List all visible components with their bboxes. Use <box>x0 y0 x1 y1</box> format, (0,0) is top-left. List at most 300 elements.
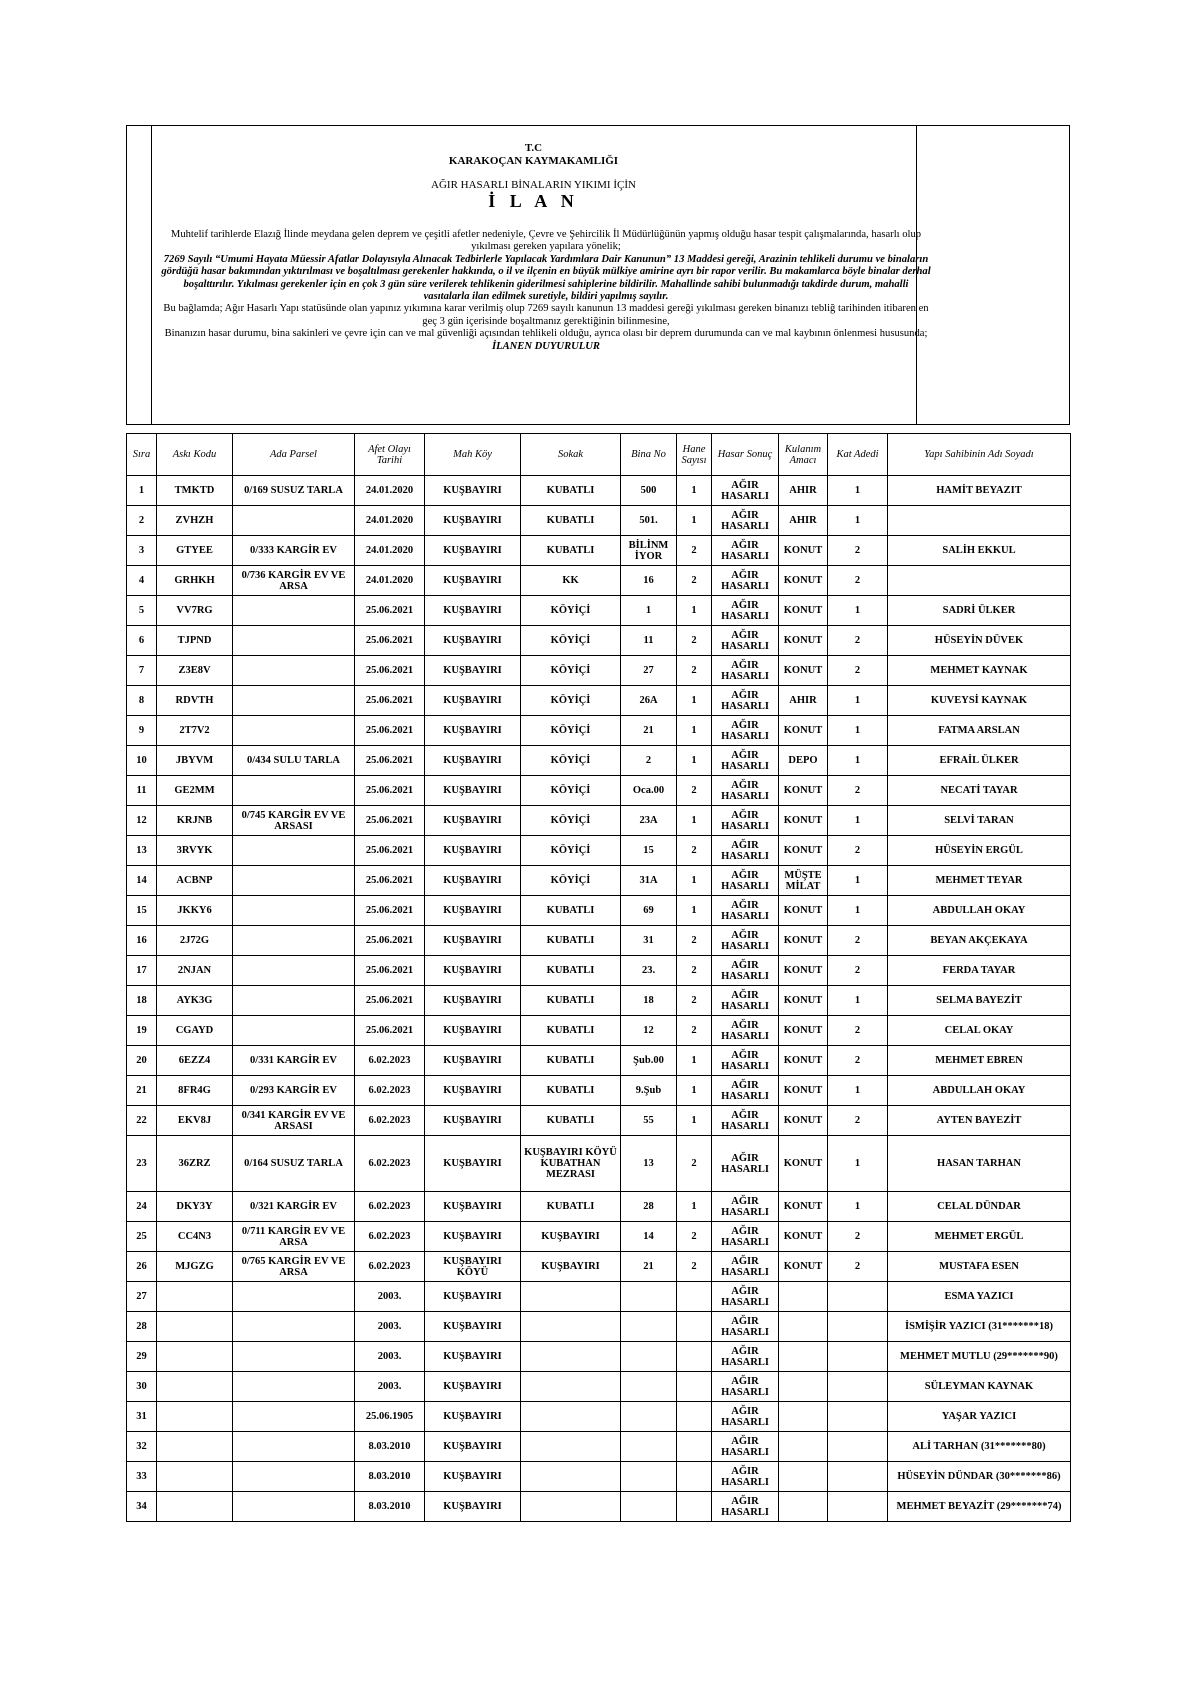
cell-hane-sayisi: 1 <box>677 806 712 836</box>
cell-mah-koy: KUŞBAYIRI <box>425 836 521 866</box>
cell-sokak: KUBATLI <box>521 476 621 506</box>
cell-kullanim-amaci: KONUT <box>779 776 828 806</box>
cell-kat-adedi: 2 <box>828 836 888 866</box>
cell-sira: 8 <box>127 686 157 716</box>
cell-mah-koy: KUŞBAYIRI KÖYÜ <box>425 1252 521 1282</box>
cell-ada-parsel: 0/745 KARGİR EV VE ARSASI <box>233 806 355 836</box>
cell-sira: 23 <box>127 1136 157 1192</box>
cell-hane-sayisi: 2 <box>677 566 712 596</box>
cell-hane-sayisi: 1 <box>677 476 712 506</box>
cell-hane-sayisi: 2 <box>677 926 712 956</box>
cell-kat-adedi: 2 <box>828 536 888 566</box>
cell-sokak: KUŞBAYIRI <box>521 1222 621 1252</box>
cell-kat-adedi <box>828 1432 888 1462</box>
cell-bina-no: 28 <box>621 1192 677 1222</box>
cell-bina-no: 500 <box>621 476 677 506</box>
cell-bina-no: 501. <box>621 506 677 536</box>
cell-sokak: KÖYİÇİ <box>521 776 621 806</box>
cell-hane-sayisi: 1 <box>677 896 712 926</box>
cell-afet-tarihi: 2003. <box>355 1282 425 1312</box>
cell-hane-sayisi: 1 <box>677 506 712 536</box>
cell-hasar-sonuc: AĞIR HASARLI <box>712 1342 779 1372</box>
cell-sira: 2 <box>127 506 157 536</box>
cell-afet-tarihi: 25.06.2021 <box>355 956 425 986</box>
body-paragraph-2: 7269 Sayılı “Umumi Hayata Müessir Afatlar Dolayısıyla Alınacak Tedbirlerle Yapılacak Yardımlara Dair Kanunun” 13 Maddesi gereği, Arazinin tehlikeli durumu ve binaların gördüğü hasar bakımından yıktırılması ve boşaltılması gerekenler hakkında, o il ve ilçenin en büyük mülkiye amirine ayrı bir rapor verilir. Bu makamlarca böyle binalar derhal boşalttırılır. Yıkılması gerekenler için en çok 3 gün süre verilerek tehlikenin giderilmesi sahiplerine bildirilir. Mahallinde sahibi bulunmadığı takdirde durum, mahalli vasıtalarla ilan edilmek suretiyle, bildiri yapılmış sayılır. <box>161 253 931 303</box>
cell-ada-parsel <box>233 626 355 656</box>
cell-sokak: KUBATLI <box>521 1106 621 1136</box>
cell-afet-tarihi: 25.06.2021 <box>355 836 425 866</box>
cell-kullanim-amaci: KONUT <box>779 806 828 836</box>
cell-afet-tarihi: 25.06.2021 <box>355 926 425 956</box>
cell-sokak <box>521 1462 621 1492</box>
cell-yapi-sahibi: BEYAN AKÇEKAYA <box>888 926 1071 956</box>
cell-aski-kodu: GRHKH <box>157 566 233 596</box>
cell-ada-parsel: 0/711 KARGİR EV VE ARSA <box>233 1222 355 1252</box>
cell-sira: 16 <box>127 926 157 956</box>
cell-kullanim-amaci: KONUT <box>779 656 828 686</box>
cell-ada-parsel <box>233 866 355 896</box>
cell-sira: 31 <box>127 1402 157 1432</box>
cell-kullanim-amaci: DEPO <box>779 746 828 776</box>
cell-sira: 14 <box>127 866 157 896</box>
cell-kullanim-amaci <box>779 1342 828 1372</box>
cell-yapi-sahibi: NECATİ TAYAR <box>888 776 1071 806</box>
col-sira: Sıra <box>127 434 157 476</box>
cell-sira: 25 <box>127 1222 157 1252</box>
cell-afet-tarihi: 25.06.1905 <box>355 1402 425 1432</box>
cell-aski-kodu: VV7RG <box>157 596 233 626</box>
cell-bina-no <box>621 1282 677 1312</box>
cell-sokak: KÖYİÇİ <box>521 716 621 746</box>
cell-ada-parsel: 0/736 KARGİR EV VE ARSA <box>233 566 355 596</box>
cell-hasar-sonuc: AĞIR HASARLI <box>712 1076 779 1106</box>
cell-kat-adedi: 1 <box>828 1076 888 1106</box>
table-row <box>127 1312 1071 1342</box>
cell-hane-sayisi: 2 <box>677 656 712 686</box>
table-row <box>127 506 1071 536</box>
cell-sira: 6 <box>127 626 157 656</box>
table-row <box>127 926 1071 956</box>
cell-kullanim-amaci: KONUT <box>779 1046 828 1076</box>
cell-afet-tarihi: 24.01.2020 <box>355 536 425 566</box>
cell-sira: 21 <box>127 1076 157 1106</box>
cell-bina-no: 31A <box>621 866 677 896</box>
header-ilan: İ L A N <box>488 191 579 211</box>
cell-yapi-sahibi: MEHMET KAYNAK <box>888 656 1071 686</box>
cell-bina-no: 9.Şub <box>621 1076 677 1106</box>
cell-mah-koy: KUŞBAYIRI <box>425 1136 521 1192</box>
table-row <box>127 1342 1071 1372</box>
cell-aski-kodu <box>157 1372 233 1402</box>
cell-sira: 4 <box>127 566 157 596</box>
cell-yapi-sahibi: SÜLEYMAN KAYNAK <box>888 1372 1071 1402</box>
cell-aski-kodu: MJGZG <box>157 1252 233 1282</box>
cell-sokak: KÖYİÇİ <box>521 656 621 686</box>
table-row <box>127 896 1071 926</box>
cell-bina-no: 15 <box>621 836 677 866</box>
cell-kullanim-amaci: KONUT <box>779 1252 828 1282</box>
cell-ada-parsel: 0/321 KARGİR EV <box>233 1192 355 1222</box>
body-paragraph-3: Bu bağlamda; Ağır Hasarlı Yapı statüsünde olan yapınız yıkımına karar verilmiş olup 7269 sayılı kanunun 13 maddesi gereği yıkılması gereken binanızı tebliğ tarihinden itibaren en geç 3 gün içerisinde boşaltmanız gerektiğinin bilinmesine, <box>163 303 929 327</box>
cell-hane-sayisi <box>677 1372 712 1402</box>
cell-sokak <box>521 1402 621 1432</box>
cell-aski-kodu: 2T7V2 <box>157 716 233 746</box>
col-sokak: Sokak <box>521 434 621 476</box>
cell-mah-koy: KUŞBAYIRI <box>425 1402 521 1432</box>
cell-bina-no: 23A <box>621 806 677 836</box>
cell-hane-sayisi: 2 <box>677 956 712 986</box>
cell-aski-kodu: ACBNP <box>157 866 233 896</box>
cell-aski-kodu: TMKTD <box>157 476 233 506</box>
cell-hane-sayisi <box>677 1492 712 1522</box>
cell-kullanim-amaci: KONUT <box>779 1106 828 1136</box>
cell-mah-koy: KUŞBAYIRI <box>425 1046 521 1076</box>
cell-mah-koy: KUŞBAYIRI <box>425 686 521 716</box>
cell-bina-no <box>621 1312 677 1342</box>
cell-hane-sayisi: 1 <box>677 686 712 716</box>
cell-afet-tarihi: 24.01.2020 <box>355 506 425 536</box>
cell-kullanim-amaci <box>779 1492 828 1522</box>
cell-aski-kodu: 3RVYK <box>157 836 233 866</box>
cell-sokak <box>521 1432 621 1462</box>
cell-hasar-sonuc: AĞIR HASARLI <box>712 1106 779 1136</box>
cell-bina-no: 18 <box>621 986 677 1016</box>
cell-mah-koy: KUŞBAYIRI <box>425 896 521 926</box>
announcement-body <box>161 229 931 353</box>
cell-sokak: KÖYİÇİ <box>521 746 621 776</box>
col-ada-parsel: Ada Parsel <box>233 434 355 476</box>
cell-aski-kodu: 6EZZ4 <box>157 1046 233 1076</box>
body-ilanen: İLANEN DUYURULUR <box>491 340 600 352</box>
table-row <box>127 1016 1071 1046</box>
cell-mah-koy: KUŞBAYIRI <box>425 1282 521 1312</box>
cell-kat-adedi: 1 <box>828 686 888 716</box>
table-row <box>127 956 1071 986</box>
cell-kullanim-amaci: KONUT <box>779 926 828 956</box>
cell-yapi-sahibi: FERDA TAYAR <box>888 956 1071 986</box>
cell-sira: 1 <box>127 476 157 506</box>
cell-afet-tarihi: 25.06.2021 <box>355 626 425 656</box>
cell-sira: 12 <box>127 806 157 836</box>
cell-kullanim-amaci <box>779 1432 828 1462</box>
cell-hasar-sonuc: AĞIR HASARLI <box>712 776 779 806</box>
cell-afet-tarihi: 6.02.2023 <box>355 1106 425 1136</box>
cell-hane-sayisi: 1 <box>677 716 712 746</box>
col-afet-tarihi: Afet Olayı Tarihi <box>355 434 425 476</box>
cell-mah-koy: KUŞBAYIRI <box>425 956 521 986</box>
cell-sira: 29 <box>127 1342 157 1372</box>
cell-hane-sayisi <box>677 1432 712 1462</box>
cell-kullanim-amaci: KONUT <box>779 896 828 926</box>
cell-bina-no: 1 <box>621 596 677 626</box>
cell-ada-parsel <box>233 896 355 926</box>
cell-bina-no: 21 <box>621 1252 677 1282</box>
col-hasar-sonuc: Hasar Sonuç <box>712 434 779 476</box>
cell-afet-tarihi: 25.06.2021 <box>355 716 425 746</box>
cell-hasar-sonuc: AĞIR HASARLI <box>712 1016 779 1046</box>
cell-kat-adedi: 2 <box>828 656 888 686</box>
cell-sira: 17 <box>127 956 157 986</box>
cell-sira: 19 <box>127 1016 157 1046</box>
cell-bina-no: 12 <box>621 1016 677 1046</box>
cell-mah-koy: KUŞBAYIRI <box>425 626 521 656</box>
body-paragraph-4: Binanızın hasar durumu, bina sakinleri ve çevre için can ve mal güvenliği açısından tehlikeli olduğu, ayrıca olası bir deprem durumunda can ve mal kaybının önlenmesi hususunda; <box>164 328 928 340</box>
cell-hane-sayisi: 1 <box>677 746 712 776</box>
cell-yapi-sahibi: SADRİ ÜLKER <box>888 596 1071 626</box>
cell-kat-adedi: 2 <box>828 956 888 986</box>
cell-kat-adedi <box>828 1462 888 1492</box>
cell-afet-tarihi: 6.02.2023 <box>355 1136 425 1192</box>
cell-mah-koy: KUŞBAYIRI <box>425 1076 521 1106</box>
cell-kat-adedi <box>828 1312 888 1342</box>
cell-mah-koy: KUŞBAYIRI <box>425 1342 521 1372</box>
cell-mah-koy: KUŞBAYIRI <box>425 506 521 536</box>
cell-yapi-sahibi: HÜSEYİN DÜNDAR (30*******86) <box>888 1462 1071 1492</box>
col-bina-no: Bina No <box>621 434 677 476</box>
table-row <box>127 596 1071 626</box>
cell-mah-koy: KUŞBAYIRI <box>425 596 521 626</box>
table-row <box>127 806 1071 836</box>
cell-yapi-sahibi: HÜSEYİN DÜVEK <box>888 626 1071 656</box>
cell-mah-koy: KUŞBAYIRI <box>425 1432 521 1462</box>
cell-kat-adedi: 2 <box>828 776 888 806</box>
cell-sira: 22 <box>127 1106 157 1136</box>
col-kullanim-amaci: Kulanım Amacı <box>779 434 828 476</box>
cell-bina-no: 14 <box>621 1222 677 1252</box>
cell-ada-parsel <box>233 926 355 956</box>
table-row <box>127 1282 1071 1312</box>
cell-aski-kodu: GE2MM <box>157 776 233 806</box>
cell-bina-no: 26A <box>621 686 677 716</box>
cell-aski-kodu: KRJNB <box>157 806 233 836</box>
cell-ada-parsel <box>233 1402 355 1432</box>
cell-aski-kodu <box>157 1342 233 1372</box>
cell-hasar-sonuc: AĞIR HASARLI <box>712 1192 779 1222</box>
cell-aski-kodu: 36ZRZ <box>157 1136 233 1192</box>
cell-hane-sayisi: 2 <box>677 836 712 866</box>
table-row <box>127 536 1071 566</box>
cell-kullanim-amaci <box>779 1462 828 1492</box>
cell-hane-sayisi: 2 <box>677 776 712 806</box>
cell-kullanim-amaci <box>779 1402 828 1432</box>
cell-aski-kodu <box>157 1282 233 1312</box>
cell-yapi-sahibi: SELMA BAYEZİT <box>888 986 1071 1016</box>
cell-kullanim-amaci: AHIR <box>779 506 828 536</box>
header-subtitle: AĞIR HASARLI BİNALARIN YIKIMI İÇİN <box>431 179 636 191</box>
cell-kullanim-amaci: KONUT <box>779 836 828 866</box>
cell-kullanim-amaci: KONUT <box>779 956 828 986</box>
cell-yapi-sahibi: AYTEN BAYEZİT <box>888 1106 1071 1136</box>
cell-bina-no: 21 <box>621 716 677 746</box>
cell-sokak: KÖYİÇİ <box>521 806 621 836</box>
cell-hasar-sonuc: AĞIR HASARLI <box>712 656 779 686</box>
cell-kat-adedi <box>828 1342 888 1372</box>
cell-yapi-sahibi: FATMA ARSLAN <box>888 716 1071 746</box>
table-row <box>127 1492 1071 1522</box>
cell-aski-kodu: RDVTH <box>157 686 233 716</box>
cell-ada-parsel <box>233 956 355 986</box>
cell-kat-adedi: 1 <box>828 716 888 746</box>
table-header-row <box>127 434 1071 476</box>
cell-hane-sayisi <box>677 1282 712 1312</box>
cell-kat-adedi: 1 <box>828 506 888 536</box>
cell-kat-adedi: 2 <box>828 926 888 956</box>
cell-hasar-sonuc: AĞIR HASARLI <box>712 1282 779 1312</box>
cell-ada-parsel <box>233 1282 355 1312</box>
header-kaymakamlik: KARAKOÇAN KAYMAKAMLIĞI <box>448 155 619 167</box>
cell-ada-parsel: 0/331 KARGİR EV <box>233 1046 355 1076</box>
cell-bina-no: 55 <box>621 1106 677 1136</box>
cell-mah-koy: KUŞBAYIRI <box>425 536 521 566</box>
cell-kat-adedi: 1 <box>828 1136 888 1192</box>
cell-hasar-sonuc: AĞIR HASARLI <box>712 1312 779 1342</box>
cell-mah-koy: KUŞBAYIRI <box>425 926 521 956</box>
cell-afet-tarihi: 2003. <box>355 1312 425 1342</box>
cell-ada-parsel <box>233 1492 355 1522</box>
cell-bina-no <box>621 1402 677 1432</box>
cell-hane-sayisi: 1 <box>677 1192 712 1222</box>
cell-bina-no <box>621 1492 677 1522</box>
cell-hasar-sonuc: AĞIR HASARLI <box>712 626 779 656</box>
cell-sira: 10 <box>127 746 157 776</box>
cell-sira: 7 <box>127 656 157 686</box>
cell-afet-tarihi: 6.02.2023 <box>355 1252 425 1282</box>
cell-ada-parsel: 0/765 KARGİR EV VE ARSA <box>233 1252 355 1282</box>
cell-sira: 24 <box>127 1192 157 1222</box>
cell-mah-koy: KUŞBAYIRI <box>425 1106 521 1136</box>
table-row <box>127 1106 1071 1136</box>
cell-sira: 18 <box>127 986 157 1016</box>
cell-afet-tarihi: 6.02.2023 <box>355 1046 425 1076</box>
cell-kat-adedi: 2 <box>828 1252 888 1282</box>
cell-hasar-sonuc: AĞIR HASARLI <box>712 896 779 926</box>
cell-aski-kodu: 2J72G <box>157 926 233 956</box>
cell-hasar-sonuc: AĞIR HASARLI <box>712 1136 779 1192</box>
cell-afet-tarihi: 2003. <box>355 1342 425 1372</box>
cell-ada-parsel <box>233 1462 355 1492</box>
cell-sokak: KUBATLI <box>521 1076 621 1106</box>
cell-sokak: KK <box>521 566 621 596</box>
cell-sokak: KÖYİÇİ <box>521 626 621 656</box>
cell-afet-tarihi: 2003. <box>355 1372 425 1402</box>
cell-aski-kodu: 8FR4G <box>157 1076 233 1106</box>
cell-ada-parsel <box>233 1312 355 1342</box>
table-row <box>127 1192 1071 1222</box>
col-aski-kodu: Askı Kodu <box>157 434 233 476</box>
cell-sokak: KÖYİÇİ <box>521 836 621 866</box>
cell-sokak: KUŞBAYIRI KÖYÜ KUBATHAN MEZRASI <box>521 1136 621 1192</box>
cell-kullanim-amaci: KONUT <box>779 986 828 1016</box>
cell-kullanim-amaci: KONUT <box>779 1136 828 1192</box>
col-kat-adedi: Kat Adedi <box>828 434 888 476</box>
cell-kullanim-amaci <box>779 1372 828 1402</box>
cell-hasar-sonuc: AĞIR HASARLI <box>712 476 779 506</box>
cell-afet-tarihi: 24.01.2020 <box>355 566 425 596</box>
cell-yapi-sahibi <box>888 566 1071 596</box>
table-row <box>127 986 1071 1016</box>
cell-yapi-sahibi: EFRAİL ÜLKER <box>888 746 1071 776</box>
cell-aski-kodu <box>157 1432 233 1462</box>
cell-mah-koy: KUŞBAYIRI <box>425 656 521 686</box>
cell-ada-parsel: 0/341 KARGİR EV VE ARSASI <box>233 1106 355 1136</box>
cell-kullanim-amaci: AHIR <box>779 476 828 506</box>
cell-hasar-sonuc: AĞIR HASARLI <box>712 716 779 746</box>
cell-kullanim-amaci: KONUT <box>779 1076 828 1106</box>
cell-sira: 11 <box>127 776 157 806</box>
cell-hasar-sonuc: AĞIR HASARLI <box>712 1402 779 1432</box>
table-row <box>127 836 1071 866</box>
cell-sokak <box>521 1312 621 1342</box>
cell-hane-sayisi: 1 <box>677 1076 712 1106</box>
cell-aski-kodu <box>157 1492 233 1522</box>
table-row <box>127 1462 1071 1492</box>
cell-sokak <box>521 1372 621 1402</box>
cell-yapi-sahibi: ALİ TARHAN (31*******80) <box>888 1432 1071 1462</box>
cell-ada-parsel: 0/293 KARGİR EV <box>233 1076 355 1106</box>
cell-kat-adedi <box>828 1492 888 1522</box>
cell-kat-adedi: 2 <box>828 626 888 656</box>
table-row <box>127 476 1071 506</box>
cell-sokak: KUBATLI <box>521 986 621 1016</box>
cell-hasar-sonuc: AĞIR HASARLI <box>712 566 779 596</box>
table-row <box>127 1136 1071 1192</box>
cell-aski-kodu: ZVHZH <box>157 506 233 536</box>
cell-afet-tarihi: 25.06.2021 <box>355 686 425 716</box>
cell-kullanim-amaci: MÜŞTE MİLAT <box>779 866 828 896</box>
cell-bina-no: 27 <box>621 656 677 686</box>
cell-hasar-sonuc: AĞIR HASARLI <box>712 686 779 716</box>
cell-afet-tarihi: 25.06.2021 <box>355 596 425 626</box>
cell-hasar-sonuc: AĞIR HASARLI <box>712 506 779 536</box>
buildings-table <box>126 433 1071 1522</box>
cell-sira: 9 <box>127 716 157 746</box>
cell-afet-tarihi: 6.02.2023 <box>355 1192 425 1222</box>
cell-sokak: KUBATLI <box>521 536 621 566</box>
cell-sira: 30 <box>127 1372 157 1402</box>
cell-afet-tarihi: 8.03.2010 <box>355 1462 425 1492</box>
cell-kat-adedi: 2 <box>828 1046 888 1076</box>
cell-afet-tarihi: 25.06.2021 <box>355 866 425 896</box>
cell-kat-adedi: 1 <box>828 746 888 776</box>
cell-yapi-sahibi: HAMİT BEYAZIT <box>888 476 1071 506</box>
cell-ada-parsel: 0/169 SUSUZ TARLA <box>233 476 355 506</box>
cell-ada-parsel <box>233 506 355 536</box>
cell-sira: 20 <box>127 1046 157 1076</box>
cell-mah-koy: KUŞBAYIRI <box>425 1312 521 1342</box>
cell-aski-kodu: JBYVM <box>157 746 233 776</box>
cell-yapi-sahibi: MEHMET EBREN <box>888 1046 1071 1076</box>
cell-sokak: KUBATLI <box>521 896 621 926</box>
cell-afet-tarihi: 25.06.2021 <box>355 806 425 836</box>
cell-sokak <box>521 1282 621 1312</box>
table-row <box>127 626 1071 656</box>
cell-mah-koy: KUŞBAYIRI <box>425 806 521 836</box>
table-row <box>127 776 1071 806</box>
cell-aski-kodu: CC4N3 <box>157 1222 233 1252</box>
cell-sira: 28 <box>127 1312 157 1342</box>
table-row <box>127 1046 1071 1076</box>
cell-kullanim-amaci <box>779 1312 828 1342</box>
cell-kullanim-amaci: KONUT <box>779 626 828 656</box>
cell-ada-parsel: 0/164 SUSUZ TARLA <box>233 1136 355 1192</box>
cell-yapi-sahibi: KUVEYSİ KAYNAK <box>888 686 1071 716</box>
cell-sokak: KÖYİÇİ <box>521 596 621 626</box>
cell-yapi-sahibi: SELVİ TARAN <box>888 806 1071 836</box>
cell-yapi-sahibi: CELAL DÜNDAR <box>888 1192 1071 1222</box>
cell-hasar-sonuc: AĞIR HASARLI <box>712 926 779 956</box>
cell-kat-adedi: 1 <box>828 596 888 626</box>
table-row <box>127 866 1071 896</box>
